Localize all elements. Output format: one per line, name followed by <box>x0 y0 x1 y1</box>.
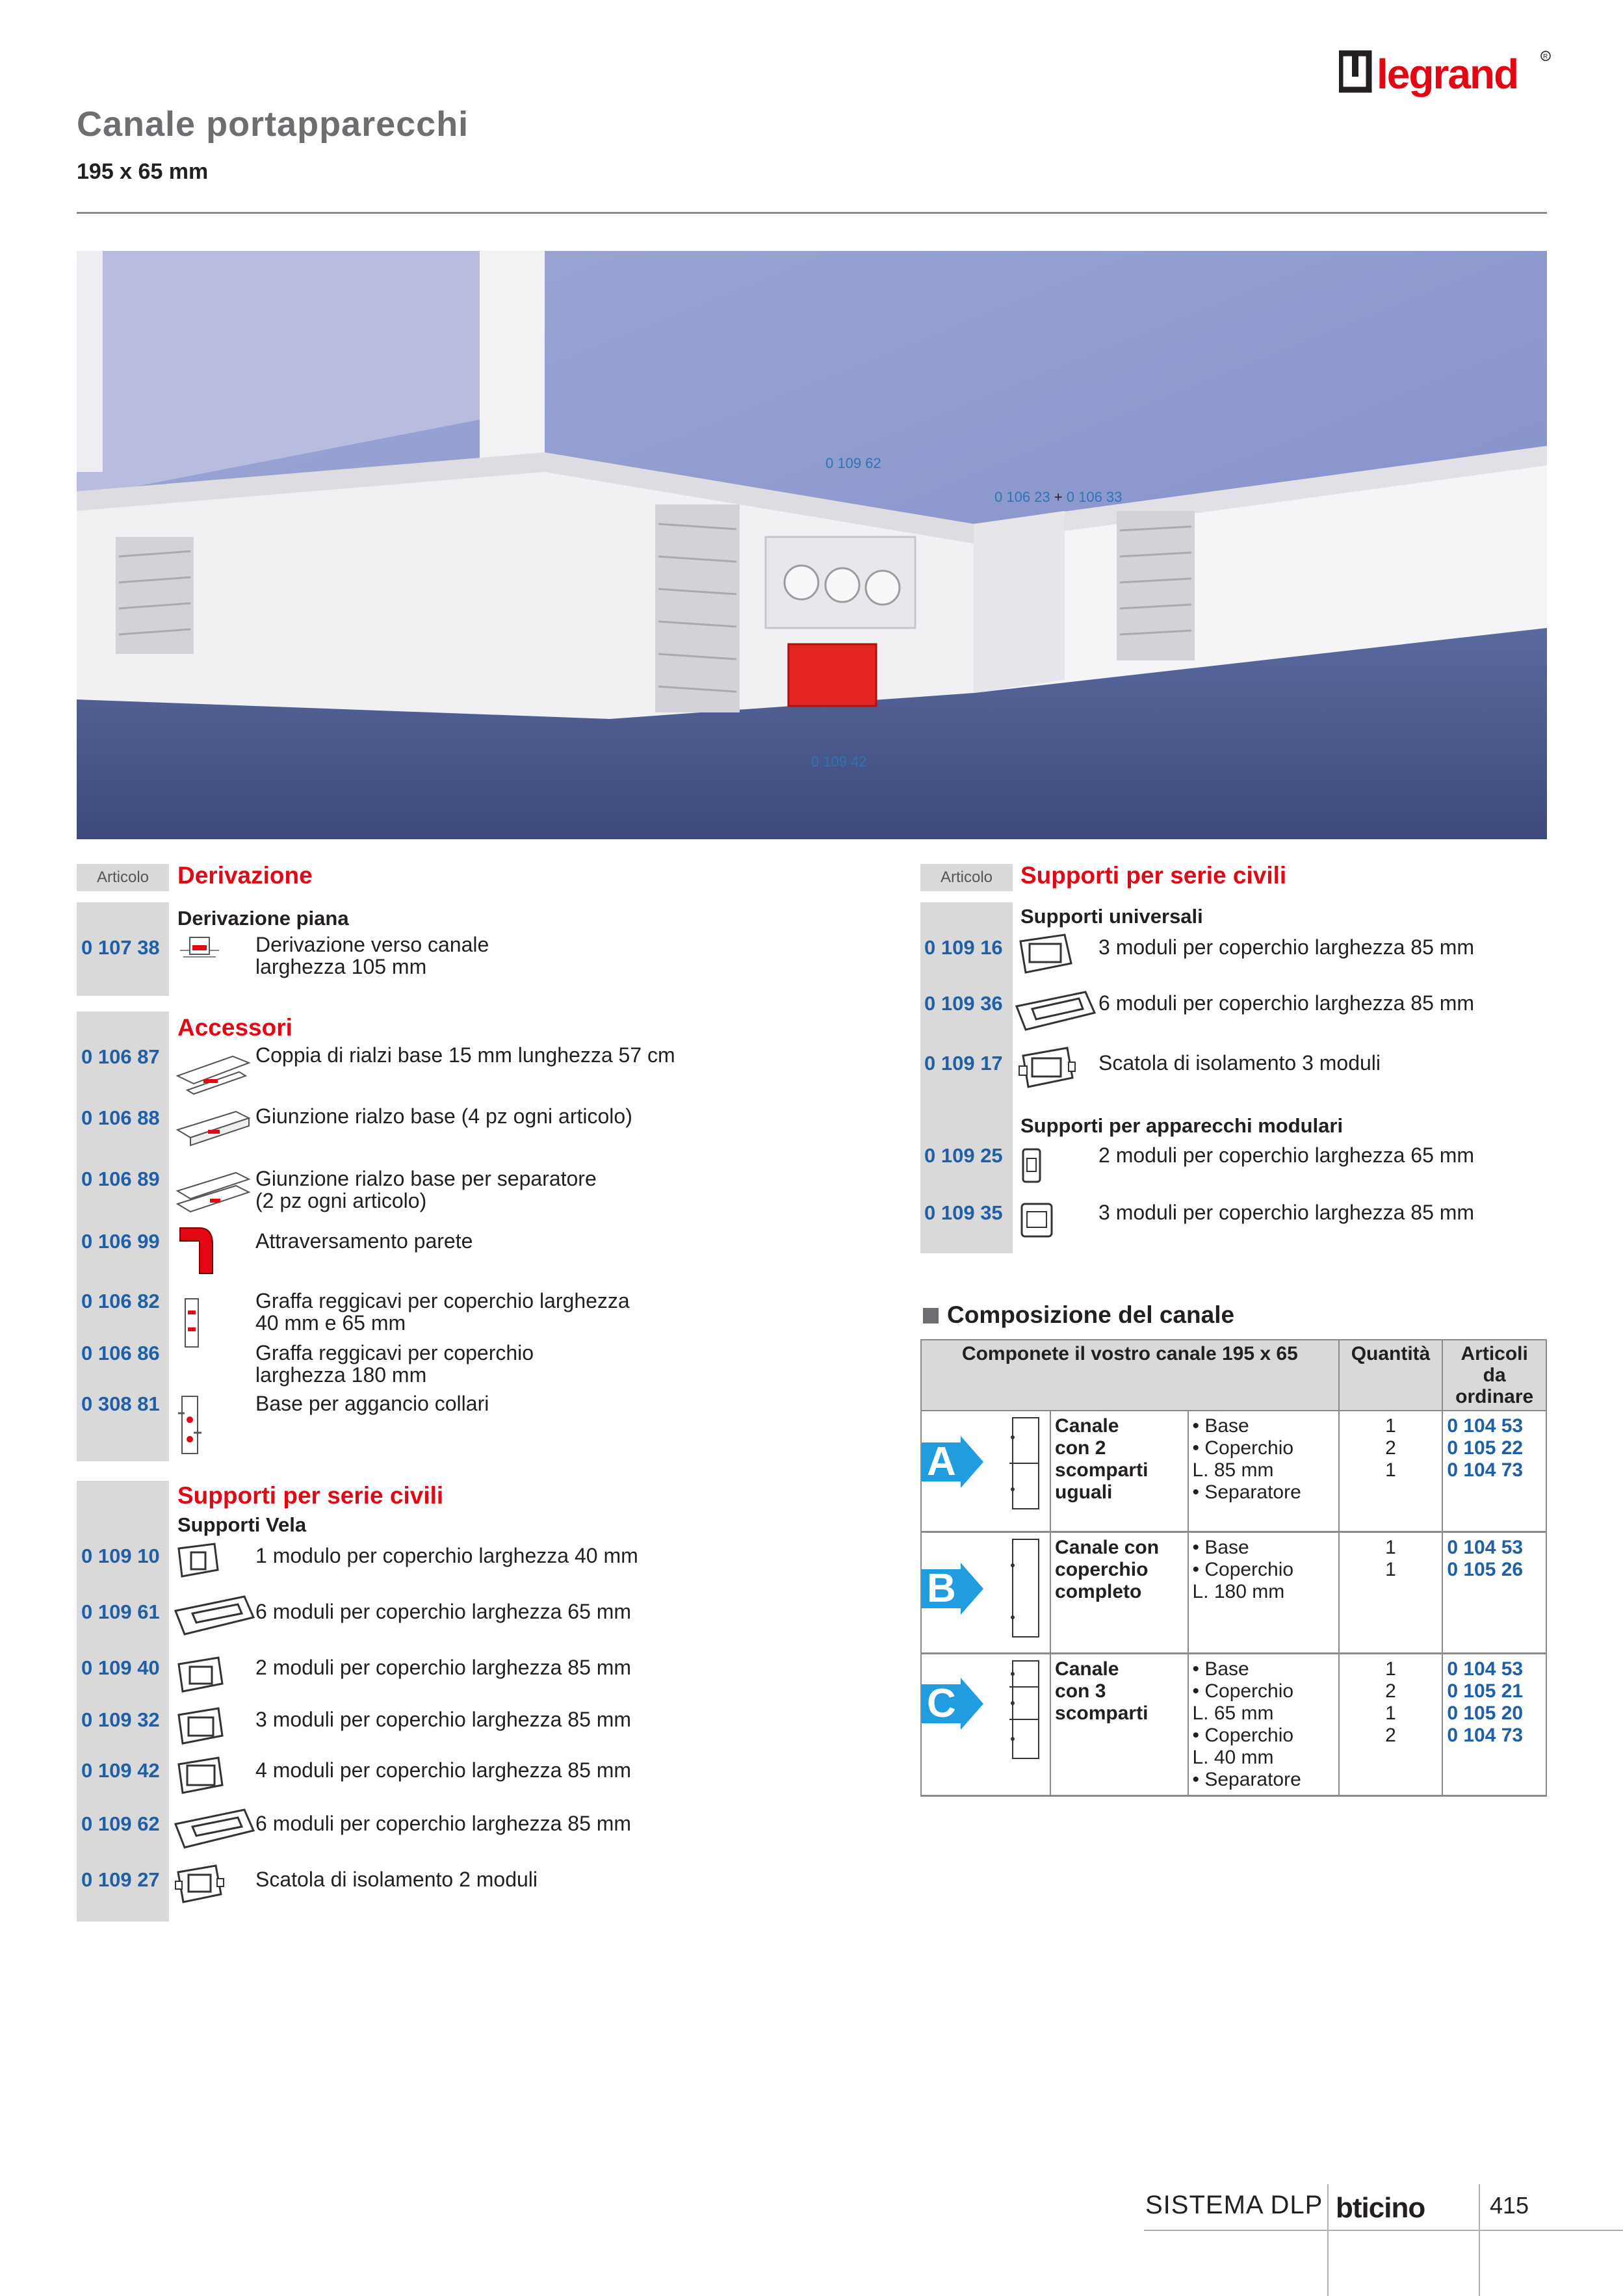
legrand-logo <box>1339 46 1553 104</box>
universal-6-module-thumbnail <box>1014 987 1098 1034</box>
subsection-derivazione-piana: Derivazione piana <box>177 907 349 930</box>
channel-name: Canale con coperchio completo <box>1050 1532 1188 1654</box>
article-description: 6 moduli per coperchio larghezza 65 mm <box>255 1600 632 1623</box>
product-photo <box>77 251 1547 839</box>
column-header-articolo: Articolo <box>77 864 169 891</box>
article-code: 0 109 27 <box>81 1868 160 1891</box>
article-codes: 0 104 53 0 105 26 <box>1442 1532 1546 1654</box>
channel-items: • Base • Coperchio L. 65 mm • Coperchio L. 40 mm • Separatore <box>1188 1654 1339 1796</box>
article-code: 0 107 38 <box>81 936 160 959</box>
article-description: Attraversamento parete <box>255 1229 473 1253</box>
channel-a-diagram <box>922 1411 1045 1526</box>
svg-text:legrand: legrand <box>1377 51 1518 98</box>
trunking-illustration <box>77 251 1547 839</box>
svg-text:A: A <box>927 1439 956 1484</box>
article-code: 0 109 62 <box>81 1812 160 1835</box>
page-number: 415 <box>1490 2192 1529 2219</box>
letter-cell <box>921 1411 1050 1532</box>
article-code: 0 109 42 <box>81 1759 160 1782</box>
svg-text:B: B <box>927 1566 956 1611</box>
article-code: 0 109 16 <box>924 936 1003 959</box>
header-quantity: Quantità <box>1339 1340 1443 1411</box>
channel-items: • Base • Coperchio L. 180 mm <box>1188 1532 1339 1654</box>
svg-text:R: R <box>1543 53 1548 60</box>
article-code: 0 106 86 <box>81 1342 160 1364</box>
article-description: 6 moduli per coperchio larghezza 85 mm <box>255 1812 632 1835</box>
letter-cell <box>921 1532 1050 1654</box>
support-3-module-thumbnail <box>175 1706 227 1747</box>
bticino-logo: bticino <box>1336 2192 1425 2224</box>
support-2-module-thumbnail <box>175 1655 227 1694</box>
composition-row-c <box>921 1654 1546 1796</box>
channel-name: Canale con 2 scomparti uguali <box>1050 1411 1188 1532</box>
article-description: Derivazione verso canale larghezza 105 mm <box>255 933 489 978</box>
channel-name: Canale con 3 scomparti <box>1050 1654 1188 1796</box>
section-title-supporti-civili-right: Supporti per serie civili <box>1020 862 1287 889</box>
article-code: 0 109 36 <box>924 992 1003 1015</box>
callout-0-106-23-33: 0 106 23 + 0 106 33 <box>994 489 1123 505</box>
article-code: 0 109 10 <box>81 1545 160 1567</box>
composition-table <box>920 1339 1547 1797</box>
article-description: Coppia di rialzi base 15 mm lunghezza 57 cm <box>255 1043 675 1067</box>
channel-items: • Base • Coperchio L. 85 mm • Separatore <box>1188 1411 1339 1532</box>
article-code: 0 109 35 <box>924 1201 1003 1224</box>
article-description: 1 modulo per coperchio larghezza 40 mm <box>255 1544 638 1567</box>
composition-row-b <box>921 1532 1546 1654</box>
footer-rule <box>1144 2230 1623 2231</box>
article-code: 0 109 25 <box>924 1144 1003 1167</box>
modular-2-module-thumbnail <box>1019 1147 1045 1186</box>
support-6-module-thumbnail <box>173 1591 257 1638</box>
svg-text:C: C <box>927 1681 956 1726</box>
article-description: Graffa reggicavi per coperchio larghezza 40 mm e 65 mm <box>255 1289 630 1335</box>
support-6-module-85-thumbnail <box>173 1805 257 1851</box>
callout-0-109-42: 0 109 42 <box>811 753 867 770</box>
derivazione-thumbnail <box>177 931 222 970</box>
graffa-thumbnail <box>179 1298 205 1350</box>
giunzione-thumbnail <box>174 1104 252 1149</box>
footer-divider <box>1479 2184 1480 2296</box>
support-4-module-thumbnail <box>175 1755 227 1797</box>
article-code: 0 109 40 <box>81 1656 160 1679</box>
article-code: 0 106 87 <box>81 1045 160 1068</box>
article-code: 0 106 89 <box>81 1168 160 1190</box>
channel-c-diagram <box>922 1654 1045 1790</box>
section-title-derivazione: Derivazione <box>177 862 313 889</box>
article-description: Giunzione rialzo base per separatore (2 pz ogni articolo) <box>255 1167 597 1212</box>
footer-system-label: SISTEMA DLP <box>1145 2191 1323 2219</box>
article-code: 0 109 17 <box>924 1052 1003 1075</box>
header-divider <box>77 212 1547 214</box>
subsection-supporti-modulari: Supporti per apparecchi modulari <box>1020 1114 1344 1137</box>
article-description: Scatola di isolamento 2 moduli <box>255 1868 538 1891</box>
bullet-square-icon <box>923 1308 939 1324</box>
article-code: 0 106 99 <box>81 1230 160 1253</box>
article-codes: 0 104 53 0 105 21 0 105 20 0 104 73 <box>1442 1654 1546 1796</box>
article-description: Base per aggancio collari <box>255 1392 489 1415</box>
header-compose: Componete il vostro canale 195 x 65 <box>921 1340 1339 1411</box>
article-codes: 0 104 53 0 105 22 0 104 73 <box>1442 1411 1546 1532</box>
column-header-articolo-right: Articolo <box>920 864 1013 891</box>
letter-cell <box>921 1654 1050 1796</box>
section-title-accessori: Accessori <box>177 1014 292 1041</box>
article-code: 0 109 32 <box>81 1708 160 1731</box>
universal-3-module-thumbnail <box>1017 931 1075 976</box>
rialzi-thumbnail <box>174 1043 252 1095</box>
article-code: 0 308 81 <box>81 1392 160 1415</box>
article-description: 2 moduli per coperchio larghezza 65 mm <box>1098 1143 1475 1167</box>
article-code: 0 106 82 <box>81 1290 160 1312</box>
scatola-isolamento-3-thumbnail <box>1018 1044 1076 1093</box>
article-description: Graffa reggicavi per coperchio larghezza 180 mm <box>255 1341 534 1387</box>
attraversamento-thumbnail <box>177 1225 216 1277</box>
footer-divider <box>1327 2184 1329 2296</box>
scatola-isolamento-2-thumbnail <box>174 1862 226 1907</box>
subsection-supporti-universali: Supporti universali <box>1020 905 1203 928</box>
base-collari-thumbnail <box>174 1394 207 1459</box>
giunzione-separatore-thumbnail <box>174 1165 252 1217</box>
article-description: 6 moduli per coperchio larghezza 85 mm <box>1098 991 1475 1015</box>
support-1-module-thumbnail <box>175 1541 221 1580</box>
article-description: Scatola di isolamento 3 moduli <box>1098 1051 1381 1075</box>
composition-header-row <box>921 1340 1546 1411</box>
article-code: 0 106 88 <box>81 1106 160 1129</box>
quantities: 1 2 1 <box>1339 1411 1443 1532</box>
article-description: 2 moduli per coperchio larghezza 85 mm <box>255 1656 632 1679</box>
article-description: 3 moduli per coperchio larghezza 85 mm <box>255 1708 632 1731</box>
channel-b-diagram <box>922 1533 1045 1647</box>
page-subtitle: 195 x 65 mm <box>77 159 209 184</box>
page-title: Canale portapparecchi <box>77 105 469 144</box>
composition-row-a <box>921 1411 1546 1532</box>
header-articles: Articoli da ordinare <box>1442 1340 1546 1411</box>
callout-0-109-62: 0 109 62 <box>825 455 881 471</box>
article-code: 0 109 61 <box>81 1600 160 1623</box>
modular-3-module-thumbnail <box>1018 1201 1057 1240</box>
quantities: 1 2 1 2 <box>1339 1654 1443 1796</box>
quantities: 1 1 <box>1339 1532 1443 1654</box>
article-description: Giunzione rialzo base (4 pz ogni articolo) <box>255 1104 632 1128</box>
section-title-supporti-civili: Supporti per serie civili <box>177 1482 444 1509</box>
subsection-supporti-vela: Supporti Vela <box>177 1513 307 1536</box>
composition-title: Composizione del canale <box>947 1301 1235 1328</box>
article-description: 3 moduli per coperchio larghezza 85 mm <box>1098 1201 1475 1224</box>
article-description: 4 moduli per coperchio larghezza 85 mm <box>255 1758 632 1782</box>
article-description: 3 moduli per coperchio larghezza 85 mm <box>1098 935 1475 959</box>
